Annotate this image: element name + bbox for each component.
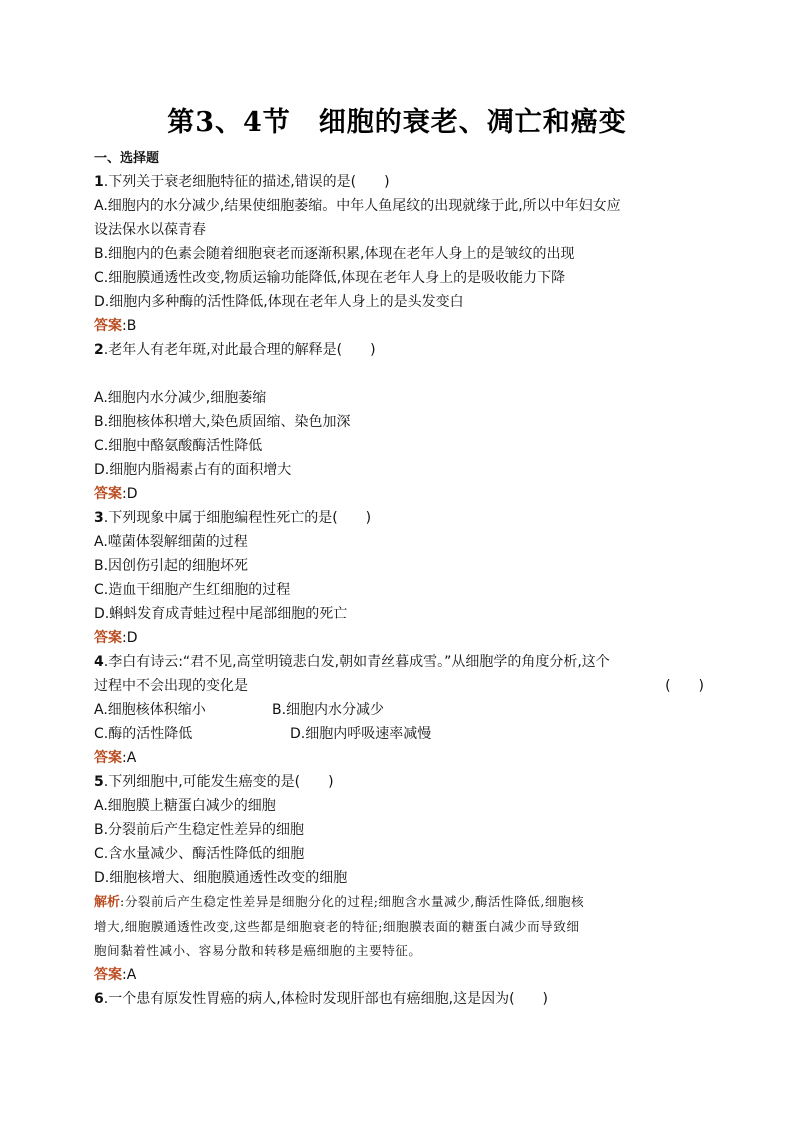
option-b: B.细胞核体积增大,染色质固缩、染色加深 (94, 414, 351, 430)
page-title: 第3、4节 细胞的衰老、凋亡和癌变 (167, 107, 627, 138)
option-b: B.细胞内的色素会随着细胞衰老而逐渐积累,体现在老年人身上的是皱纹的出现 (94, 246, 575, 262)
option-b: B.细胞内水分减少 (272, 702, 385, 718)
option-a: A.细胞内的水分减少,结果使细胞萎缩。中年人鱼尾纹的出现就缘于此,所以中年妇女应 (94, 198, 621, 214)
option-a-continued: 设法保水以葆青春 (94, 222, 206, 238)
option-d: D.细胞内多种酶的活性降低,体现在老年人身上的是头发变白 (94, 294, 464, 310)
question-text-continued: 过程中不会出现的变化是 (94, 678, 248, 694)
option-d: D.细胞内脂褐素占有的面积增大 (94, 462, 292, 478)
answer-label: 答案 (94, 630, 122, 646)
question-number: 5 (94, 774, 104, 790)
option-b: B.分裂前后产生稳定性差异的细胞 (94, 822, 305, 838)
option-a: A.细胞膜上糖蛋白减少的细胞 (94, 798, 276, 814)
question-number: 1 (94, 174, 104, 190)
answer-value: :D (122, 630, 138, 646)
question-text: .下列细胞中,可能发生癌变的是( ) (103, 774, 334, 790)
question-stem (94, 338, 704, 362)
question-stem (94, 170, 704, 194)
answer-value: :D (122, 486, 138, 502)
explanation-label: 解析 (94, 895, 121, 910)
option-b: B.因创伤引起的细胞坏死 (94, 558, 249, 574)
blank-line (94, 362, 704, 386)
explanation-line: 胞间黏着性减小、容易分散和转移是癌细胞的主要特征。 (94, 943, 422, 958)
option-d: D.细胞内呼吸速率减慢 (290, 726, 432, 742)
question-stem (94, 987, 704, 1011)
question-stem (94, 650, 704, 674)
answer-blank: ( ) (665, 678, 704, 694)
explanation-text: :分裂前后产生稳定性差异是细胞分化的过程;细胞含水量减少,酶活性降低,细胞核 (120, 894, 585, 909)
answer (94, 963, 704, 987)
option-c: C.细胞中酪氨酸酶活性降低 (94, 438, 263, 454)
options-row (94, 698, 704, 722)
answer (94, 746, 704, 770)
option-a: A.细胞核体积缩小 (94, 702, 206, 718)
option-c: C.酶的活性降低 (94, 726, 193, 742)
option-d: D.蝌蚪发育成青蛙过程中尾部细胞的死亡 (94, 606, 348, 622)
answer (94, 314, 704, 338)
question-text: .下列关于衰老细胞特征的描述,错误的是( ) (103, 174, 390, 190)
answer-label: 答案 (94, 967, 122, 983)
question-text: .老年人有老年斑,对此最合理的解释是( ) (103, 342, 376, 358)
answer-label: 答案 (94, 486, 122, 502)
question-text: .下列现象中属于细胞编程性死亡的是( ) (103, 510, 372, 526)
option-d: D.细胞核增大、细胞膜通透性改变的细胞 (94, 870, 348, 886)
option-a: A.细胞内水分减少,细胞萎缩 (94, 390, 267, 406)
option-c: C.细胞膜通透性改变,物质运输功能降低,体现在老年人身上的是吸收能力下降 (94, 270, 566, 286)
option-c: C.含水量减少、酶活性降低的细胞 (94, 846, 305, 862)
question-text: .李白有诗云:“君不见,高堂明镜悲白发,朝如青丝暮成雪。”从细胞学的角度分析,这个 (103, 654, 610, 670)
answer-value: :B (122, 318, 137, 334)
question-stem (94, 770, 704, 794)
answer (94, 626, 704, 650)
explanation-line (94, 890, 704, 915)
question-number: 2 (94, 342, 104, 358)
explanation-line: 增大,细胞膜通透性改变,这些都是细胞衰老的特征;细胞膜表面的糖蛋白减少而导致细 (94, 919, 580, 934)
answer-value: :A (122, 967, 137, 983)
section-heading: 一、选择题 (94, 151, 160, 166)
answer (94, 482, 704, 506)
question-text: .一个患有原发性胃癌的病人,体检时发现肝部也有癌细胞,这是因为( ) (103, 991, 549, 1007)
answer-label: 答案 (94, 318, 122, 334)
question-stem-continued (94, 674, 704, 698)
answer-label: 答案 (94, 750, 122, 766)
option-a: A.噬菌体裂解细菌的过程 (94, 534, 248, 550)
question-list (94, 148, 704, 1011)
question-number: 4 (94, 654, 104, 670)
question-stem (94, 506, 704, 530)
question-number: 3 (94, 510, 104, 526)
answer-value: :A (122, 750, 137, 766)
option-c: C.造血干细胞产生红细胞的过程 (94, 582, 291, 598)
options-row (94, 722, 704, 746)
question-number: 6 (94, 991, 104, 1007)
